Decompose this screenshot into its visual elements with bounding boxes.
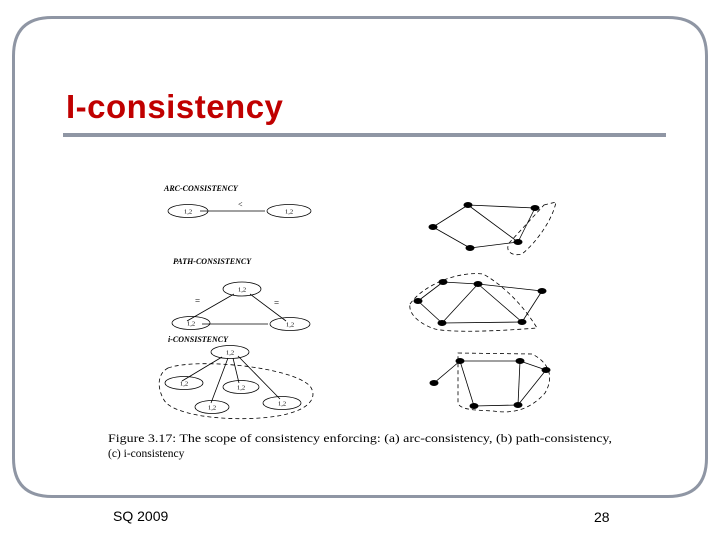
domain-label: 1,2 (237, 286, 247, 294)
slide-title: I-consistency (66, 88, 284, 125)
path-consistency-label: PATH-CONSISTENCY (173, 257, 252, 266)
page-number: 28 (594, 509, 610, 525)
domain-label: 1,2 (236, 384, 246, 392)
domain-label: 1,2 (186, 320, 196, 328)
domain-label: 1,2 (277, 400, 287, 408)
figure-caption-line-1: Figure 3.17: The scope of consistency enforcing: (a) arc-consistency, (b) path-consistency, (108, 433, 613, 445)
i-consistency-label: i-CONSISTENCY (168, 335, 229, 344)
arc-consistency-label: ARC-CONSISTENCY (164, 184, 238, 193)
domain-label: 1,2 (179, 380, 189, 388)
footer-course-label: SQ 2009 (113, 508, 169, 524)
title-underline (63, 133, 666, 137)
graph-a-nodes (429, 202, 540, 251)
domain-label: 1,2 (183, 208, 193, 216)
graph-b-nodes (414, 279, 547, 326)
path-relation-right: = (274, 298, 280, 308)
domain-label: 1,2 (225, 349, 235, 357)
graph-c (434, 353, 550, 412)
consistency-figure (100, 178, 620, 468)
domain-label: 1,2 (285, 321, 295, 329)
path-relation-left: = (195, 296, 201, 306)
arc-relation-label: < (238, 200, 243, 209)
domain-label: 1,2 (207, 404, 217, 412)
figure-caption-line-2: (c) i-consistency (108, 448, 185, 460)
domain-label: 1,2 (284, 208, 294, 216)
